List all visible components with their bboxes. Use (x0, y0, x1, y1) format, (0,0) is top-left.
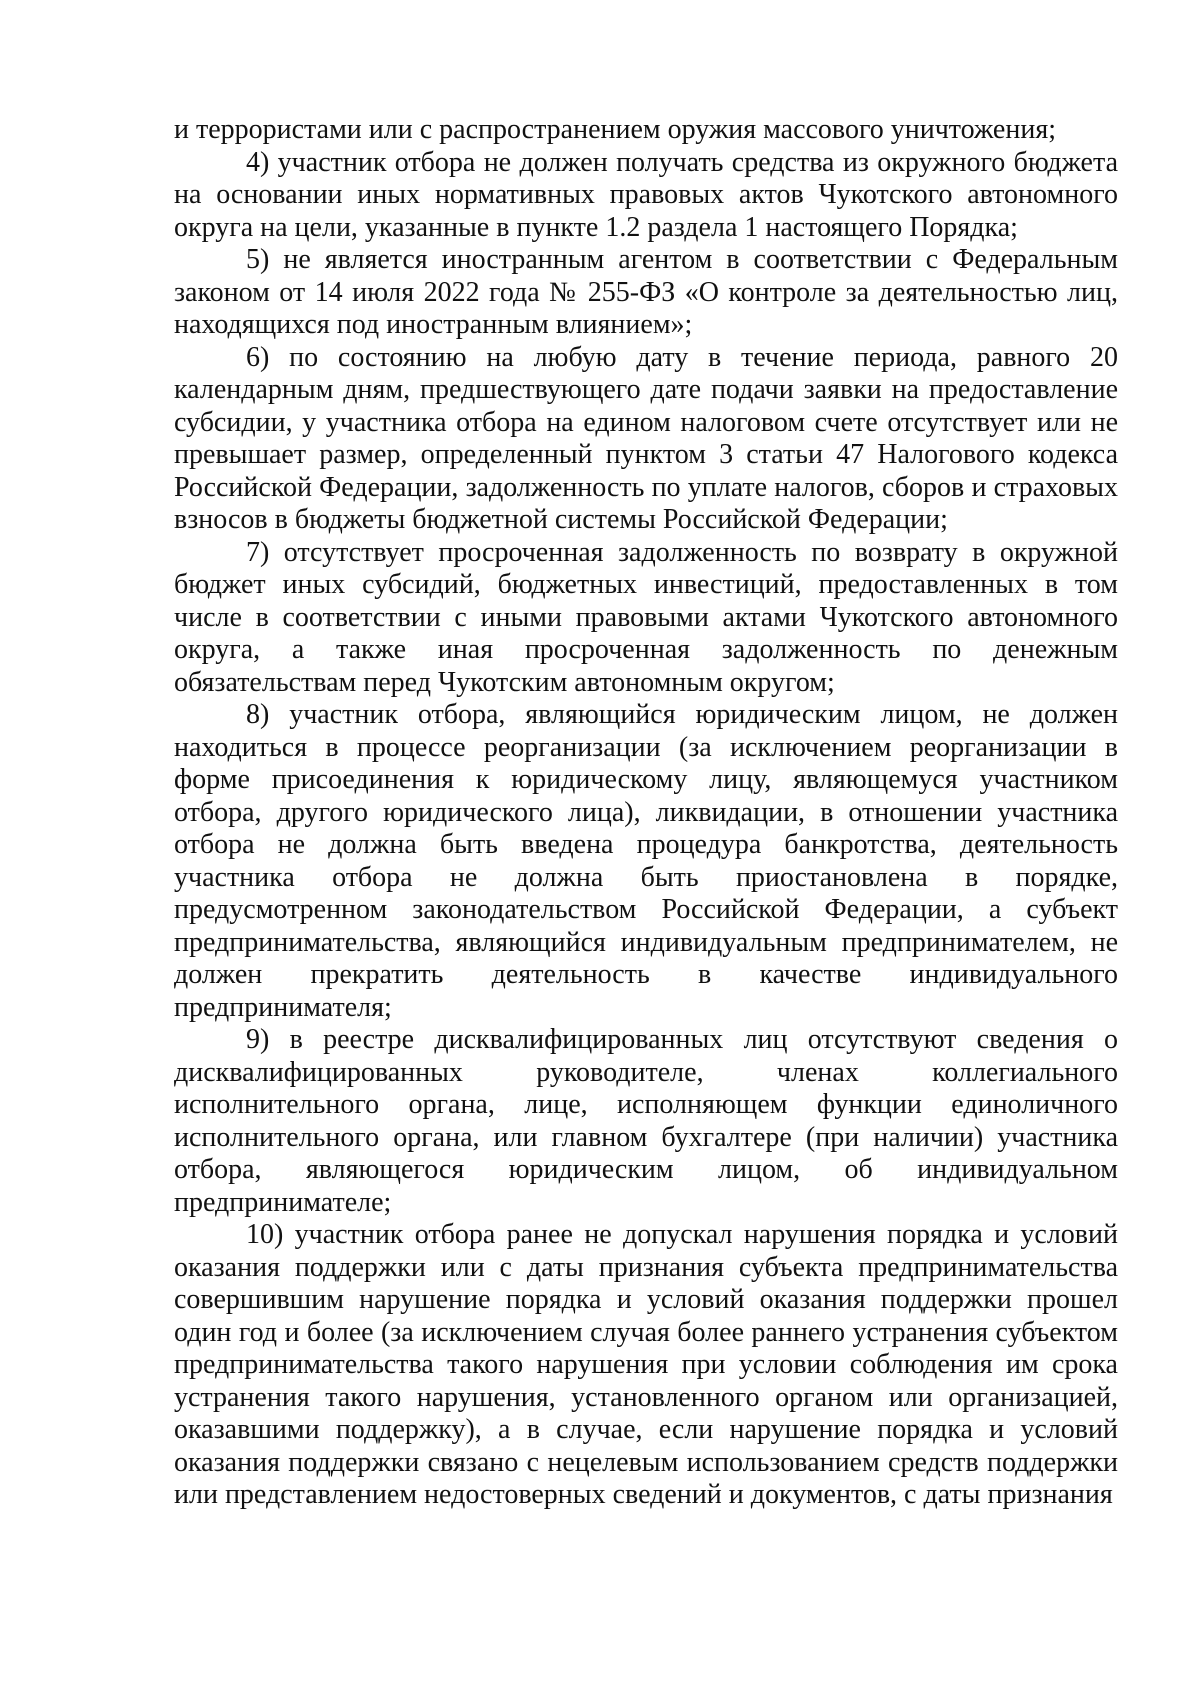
paragraph-item-4: 4) участник отбора не должен получать средства из окружного бюджета на основании иных нормативных правовых актов Чукотского автономного округа на цели, указанные в пункте 1.2 раздела 1 настоящего Порядка; (174, 146, 1118, 243)
paragraph-item-6: 6) по состоянию на любую дату в течение периода, равного 20 календарным дням, предшествующего дате подачи заявки на предоставление субсидии, у участника отбора на едином налоговом счете отсутствует или не превышает размер, определенный пунктом 3 статьи 47 Налогового кодекса Российской Федерации, задолженность по уплате налогов, сборов и страховых взносов в бюджеты бюджетной системы Российской Федерации; (174, 341, 1118, 535)
paragraph-item-7: 7) отсутствует просроченная задолженность по возврату в окружной бюджет иных субсидий, бюджетных инвестиций, предоставленных в том числе в соответствии с иными правовыми актами Чукотского автономного округа, а также иная просроченная задолженность по денежным обязательствам перед Чукотским автономным округом; (174, 536, 1118, 698)
paragraph-continuation: и террористами или с распространением оружия массового уничтожения; (174, 114, 1056, 145)
paragraph-item-5: 5) не является иностранным агентом в соответствии с Федеральным законом от 14 июля 2022 года № 255-ФЗ «О контроле за деятельностью лиц, находящихся под иностранным влиянием»; (174, 244, 1118, 340)
paragraph-item-10: 10) участник отбора ранее не допускал нарушения порядка и условий оказания поддержки или с даты признания субъекта предпринимательства совершившим нарушение порядка и условий оказания поддержки прошел один год и более (за исключением случая более раннего устранения субъектом предпринимательства такого нарушения при условии соблюдения им срока устранения такого нарушения, установленного органом или организацией, оказавшими поддержку), а в случае, если нарушение порядка и условий оказания поддержки связано с нецелевым использованием средств поддержки или представлением недостоверных сведений и документов, с даты признания (174, 1219, 1118, 1510)
paragraph-item-9: 9) в реестре дисквалифицированных лиц отсутствуют сведения о дисквалифицированных руководителе, членах коллегиального исполнительного органа, лице, исполняющем функции единоличного исполнительного органа, или главном бухгалтере (при наличии) участника отбора, являющегося юридическим лицом, об индивидуальном предпринимателе; (174, 1024, 1118, 1218)
document-body (174, 114, 1118, 1512)
paragraph-item-8: 8) участник отбора, являющийся юридическим лицом, не должен находиться в процессе реорганизации (за исключением реорганизации в форме присоединения к юридическому лицу, являющемуся участником отбора, другого юридического лица), ликвидации, в отношении участника отбора не должна быть введена процедура банкротства, деятельность участника отбора не должна быть приостановлена в порядке, предусмотренном законодательством Российской Федерации, а субъект предпринимательства, являющийся индивидуальным предпринимателем, не должен прекратить деятельность в качестве индивидуального предпринимателя; (174, 699, 1118, 1023)
